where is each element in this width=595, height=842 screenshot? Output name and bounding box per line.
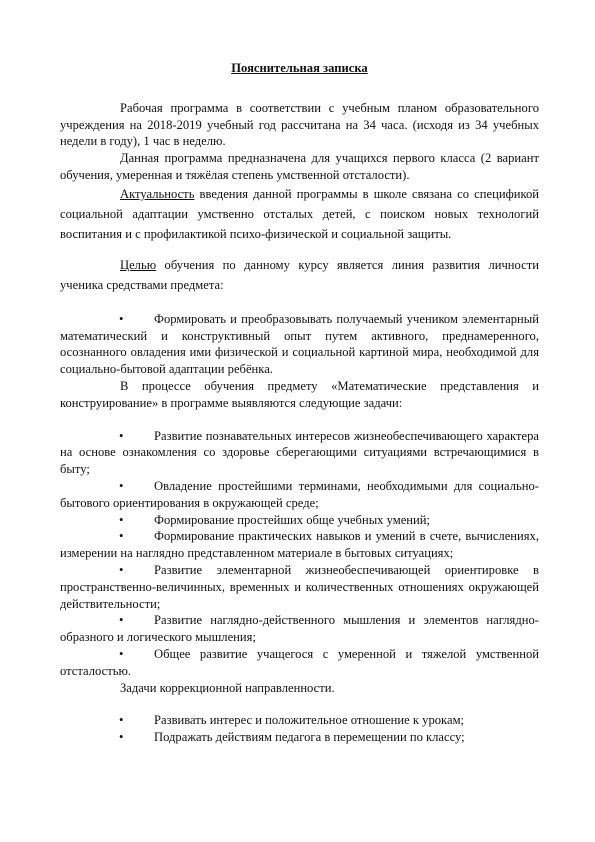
bullet-icon: • xyxy=(119,478,124,493)
list-item xyxy=(60,712,539,729)
goal-term: Целью xyxy=(120,257,157,272)
bullet-icon: • xyxy=(119,613,124,628)
goal-text: обучения по данному курсу является линия развития личности ученика средствами предмета: xyxy=(60,257,539,292)
list-item-text: Овладение простейшими терминами, необходимыми для социально-бытового ориентирования в окружающей среде; xyxy=(60,478,539,510)
bullet-icon: • xyxy=(119,562,124,577)
spacer xyxy=(60,295,539,311)
list-item-text: Развитие наглядно-действенного мышления и элементов наглядно-образного и логического мышления; xyxy=(60,613,539,645)
document-title: Пояснительная записка xyxy=(231,61,368,75)
list-item-text: Подражать действиям педагога в перемещении по классу; xyxy=(154,730,465,745)
relevance-term: Актуальность xyxy=(120,186,195,201)
spacer xyxy=(60,696,539,712)
list-item xyxy=(60,428,539,478)
bullet-icon: • xyxy=(119,730,124,745)
paragraph-tasks-intro: В процессе обучения предмету «Математические представления и конструирование» в программе выявляются следующие задачи: xyxy=(60,378,539,410)
goal-list xyxy=(60,311,539,378)
bullet-icon: • xyxy=(119,529,124,544)
list-item xyxy=(60,528,539,562)
bullet-icon: • xyxy=(119,428,124,443)
paragraph-relevance xyxy=(60,184,539,244)
list-item-text: Формирование практических навыков и умений в счете, вычислениях, измерении на наглядно представленном материале в бытовых ситуациях; xyxy=(60,529,539,561)
list-item-text: Формировать и преобразовывать получаемый учеником элементарный математический и конструктивный опыт путем активного, преднамеренного, осознанного овладения ими физической и социальной картиной мира, необходимой для социально-бытовой адаптации ребёнка. xyxy=(60,311,539,377)
list-item-text: Формирование простейших обще учебных умений; xyxy=(154,512,431,527)
task-list xyxy=(60,428,539,680)
list-item xyxy=(60,646,539,680)
bullet-icon: • xyxy=(119,646,124,661)
paragraph-goal xyxy=(60,255,539,295)
list-item-text: Общее развитие учащегося с умеренной и тяжелой умственной отсталостью. xyxy=(60,646,539,678)
list-item xyxy=(60,729,539,746)
list-item xyxy=(60,311,539,378)
correction-list xyxy=(60,712,539,746)
bullet-icon: • xyxy=(119,311,124,326)
list-item-text: Развитие элементарной жизнеобеспечивающей ориентировке в пространственно-величинных, временных и количественных отношениях окружающей действительности; xyxy=(60,562,539,611)
list-item-text: Развивать интерес и положительное отношение к урокам; xyxy=(154,713,465,728)
relevance-text: введения данной программы в школе связана со спецификой социальной адаптации умственно отсталых детей, с поиском новых технологий воспитания и с профилактикой психо-физической и социальной защиты. xyxy=(60,186,539,241)
spacer xyxy=(60,412,539,428)
paragraph-audience: Данная программа предназначена для учащихся первого класса (2 вариант обучения, умеренная и тяжёлая степень умственной отсталости). xyxy=(60,151,539,182)
list-item xyxy=(60,562,539,612)
paragraph-schedule: Рабочая программа в соответствии с учебным планом образовательного учреждения на 2018-2019 учебный год рассчитана на 34 часа. (исходя из 34 учебных недели в году), 1 час в неделю. xyxy=(60,100,539,149)
list-item xyxy=(60,478,539,512)
list-item xyxy=(60,512,539,529)
paragraph-correction-heading: Задачи коррекционной направленности. xyxy=(120,680,335,695)
list-item-text: Развитие познавательных интересов жизнеобеспечивающего характера на основе ознакомления со здоровье сберегающими ситуациями встречающимися в быту; xyxy=(60,428,539,477)
list-item xyxy=(60,612,539,646)
spacer xyxy=(60,244,539,255)
bullet-icon: • xyxy=(119,713,124,728)
bullet-icon: • xyxy=(119,512,124,527)
